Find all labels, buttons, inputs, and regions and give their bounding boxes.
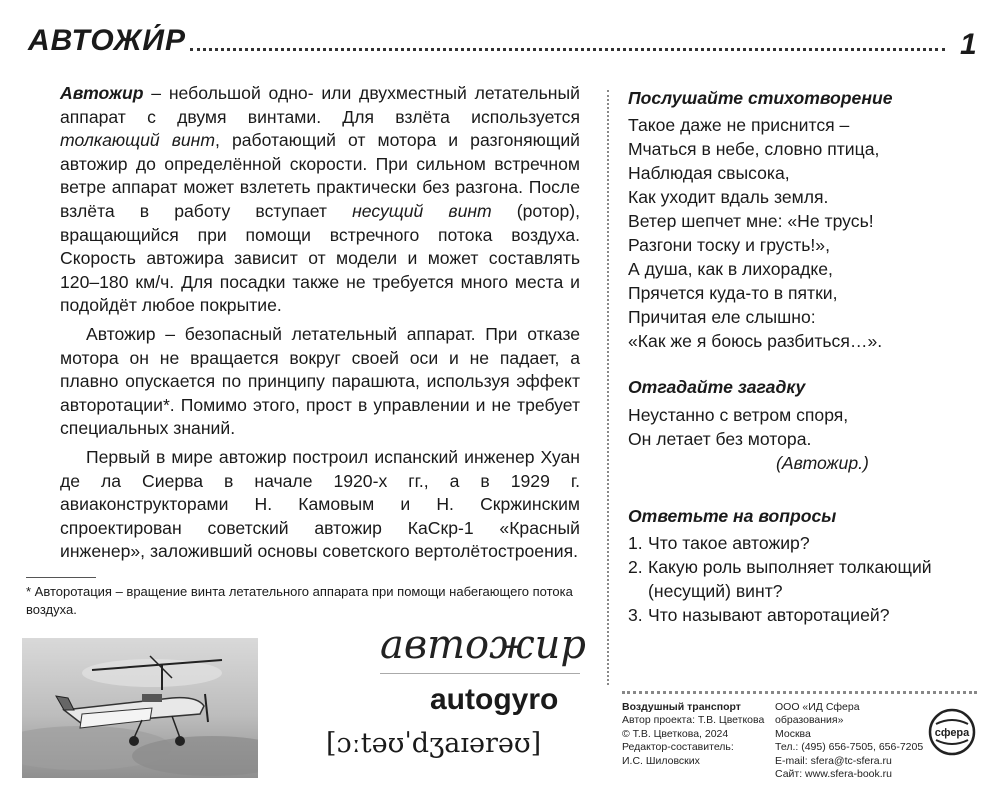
- page-title: АВТОЖИ́Р: [28, 24, 186, 57]
- poem-line: Ветер шепчет мне: «Не трусь!: [628, 211, 874, 231]
- questions-title: Ответьте на вопросы: [628, 506, 837, 526]
- poem-line: Мчаться в небе, словно птица,: [628, 139, 880, 159]
- riddle-answer: (Автожир.): [776, 453, 869, 473]
- footnote: * Авторотация – вращение винта летательного аппарата при помощи набегающего потока воздуха.: [26, 584, 573, 617]
- word-english: autogyro: [430, 683, 559, 716]
- poem-title: Послушайте стихотворение: [628, 88, 893, 108]
- poem-line: Причитая еле слышно:: [628, 307, 816, 327]
- project-author: Автор проекта: Т.В. Цветкова: [622, 714, 765, 727]
- sfera-logo-icon: [928, 708, 976, 756]
- header-dotted-leader: [190, 48, 945, 51]
- question-item: 1. Что такое автожир?: [628, 533, 810, 553]
- publisher-contacts: [775, 701, 925, 781]
- question-item: 3. Что называют авторотацией?: [628, 605, 890, 625]
- publisher-rule: [622, 691, 977, 694]
- poem-line: Такое даже не приснится –: [628, 115, 850, 135]
- riddle: [628, 403, 978, 475]
- footnote-rule: [26, 577, 96, 578]
- autogyro-photo: [22, 638, 258, 778]
- autogyro-photo-illustration: [22, 638, 258, 778]
- term-pushing-propeller: толкающий винт: [60, 130, 216, 151]
- editor-role: Редактор-составитель:: [622, 741, 734, 754]
- poem-line: Как уходит вдаль земля.: [628, 187, 829, 207]
- copyright: © Т.В. Цветкова, 2024: [622, 727, 729, 740]
- sfera-logo: [928, 708, 976, 756]
- column-divider: [607, 90, 609, 685]
- logo-text: сфера: [934, 727, 970, 739]
- series-name: Воздушный транспорт: [622, 701, 741, 713]
- publisher-site: Сайт: www.sfera-book.ru: [775, 768, 892, 781]
- question-item: 2. Какую роль выполняет толкающий (несущий) винт?: [628, 557, 932, 601]
- word-script: автожир: [380, 622, 586, 668]
- article-paragraph-2: Автожир – безопасный летательный аппарат. При отказе мотора он не вращается вокруг своей оси и не падает, а плавно опускается по принципу парашюта, используя эффект авторотации*. Помимо этого, прост в управлении и не требует специальных знаний.: [60, 323, 580, 439]
- poem-line: Наблюдая свысока,: [628, 163, 790, 183]
- questions-list: [628, 531, 978, 627]
- poem: [628, 113, 978, 353]
- word-transcription: [ɔːtəʊˈdʒaɪərəʊ]: [326, 728, 542, 759]
- article-term: Автожир: [60, 83, 144, 103]
- publisher-phone: Тел.: (495) 656-7505, 656-7205: [775, 741, 924, 754]
- page-number: 1: [960, 28, 977, 61]
- riddle-title: Отгадайте загадку: [628, 377, 806, 397]
- article-paragraph-1: Автожир – небольшой одно- или двухместный летательный аппарат с двумя винтами. Для взлёта используется толкающий винт, работающий от мотора и разгоняющий автожир до определённой скорости. При сильном встречном ветре аппарат может взлететь практически без разгона. После взлёта в работу вступает несущий винт (ротор), вращающийся при помощи встречного потока воздуха. Скорость автожира зависит от модели и может составлять 120–180 км/ч. Для посадки также не требуется много места и подойдёт любое покрытие.: [60, 83, 581, 316]
- riddle-line: Неустанно с ветром споря,: [628, 405, 849, 425]
- poem-line: Прячется куда-то в пятки,: [628, 283, 838, 303]
- publisher-credits: [622, 701, 777, 768]
- poem-line: А душа, как в лихорадке,: [628, 259, 833, 279]
- article-text: [60, 82, 580, 569]
- poem-line: «Как же я боюсь разбиться…».: [628, 331, 883, 351]
- editor-name: И.С. Шиловских: [622, 754, 700, 767]
- article-paragraph-3: Первый в мире автожир построил испанский инженер Хуан де ла Сиерва в начале 1920-х гг., а в 1929 г. авиаконструкторами Н. Камовым и Н. Скржинским спроектирован советский автожир КаСкр-1 «Красный инженер», заложивший основы советского вертолётостроения.: [60, 446, 580, 562]
- script-baseline: [380, 673, 580, 674]
- riddle-line: Он летает без мотора.: [628, 429, 812, 449]
- poem-line: Разгони тоску и грусть!»,: [628, 235, 830, 255]
- term-rotor: несущий винт: [352, 200, 492, 221]
- publisher-city: Москва: [775, 727, 811, 740]
- publisher-email: E-mail: sfera@tc-sfera.ru: [775, 754, 892, 767]
- publisher-company: ООО «ИД Сфера образования»: [775, 701, 860, 727]
